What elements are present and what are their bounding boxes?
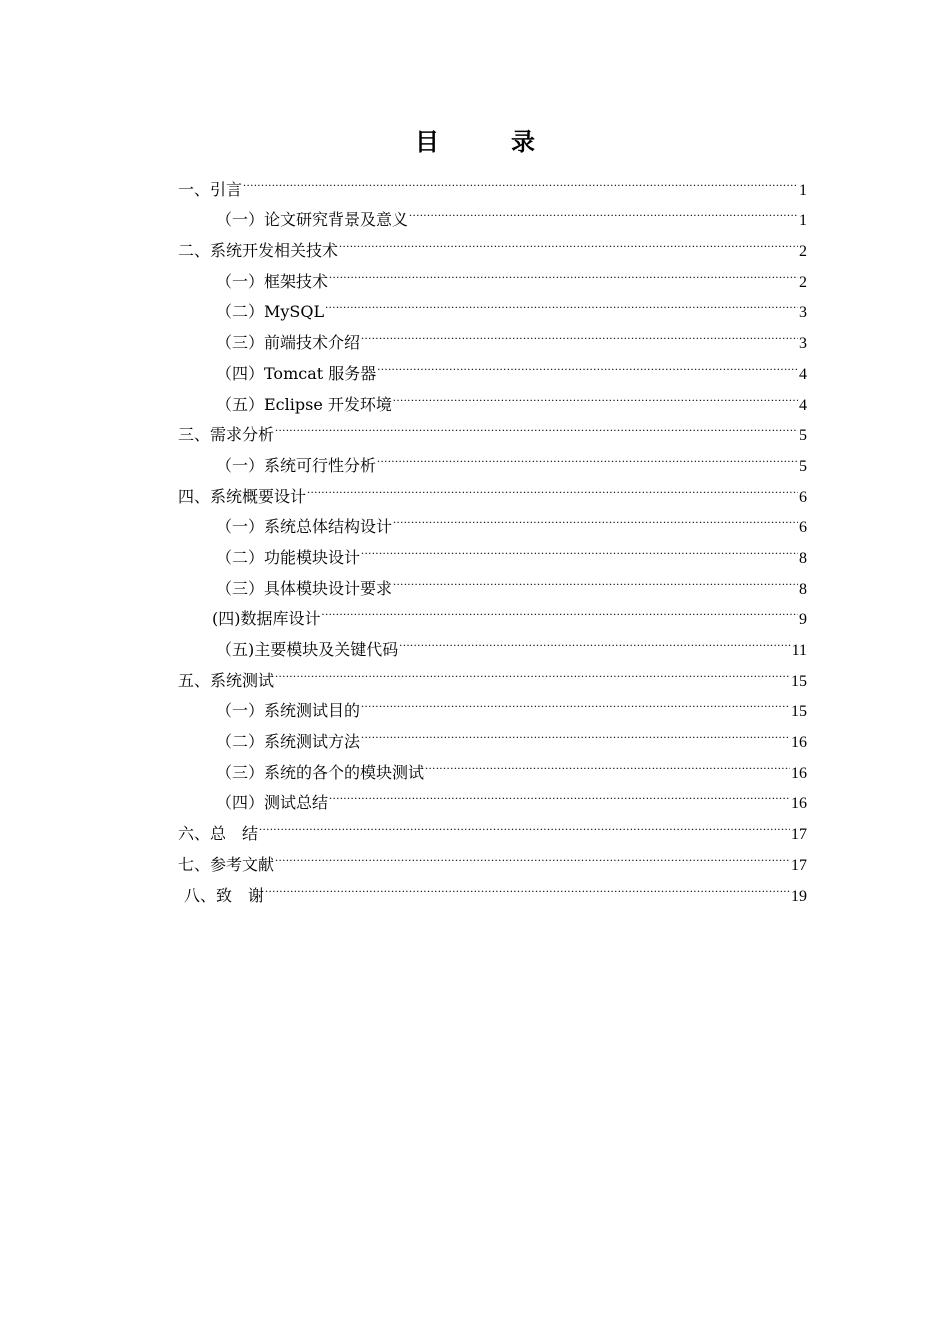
toc-entry-label: （三）系统的各个的模块测试 [216,762,425,782]
toc-entry-label: （一）系统测试目的 [216,701,361,721]
toc-leader-dots [325,287,798,318]
toc-entry-page: 4 [799,365,807,383]
toc-entry-page: 5 [799,427,807,445]
toc-entry-page: 8 [799,580,807,598]
toc-entry-page: 19 [791,887,807,905]
toc-entry-label: （五)主要模块及关键代码 [216,640,399,659]
toc-entry-7[interactable] [178,839,807,874]
toc-list [178,164,807,905]
toc-leader-dots [329,256,798,287]
toc-entry-page: 16 [791,734,807,752]
toc-entry-1[interactable] [178,164,807,199]
toc-entry-page: 1 [799,212,807,230]
toc-entry-label: （一）论文研究背景及意义 [216,210,409,230]
toc-leader-dots [329,778,790,809]
toc-entry-label: （四）Tomcat 服务器 [216,363,377,383]
toc-entry-label: 三、需求分析 [178,425,275,445]
toc-entry-label: （二）系统测试方法 [216,732,361,752]
toc-leader-dots [322,594,799,625]
toc-entry-page: 11 [791,642,807,659]
toc-leader-dots [339,225,798,256]
toc-leader-dots [377,440,798,471]
toc-leader-dots [275,410,798,441]
toc-entry-label: （三）前端技术介绍 [216,333,361,353]
toc-entry-label: 一、引言 [178,179,243,199]
toc-leader-dots [361,532,798,563]
toc-entry-label: 八、致 谢 [184,885,265,905]
toc-entry-label: （三）具体模块设计要求 [216,578,393,598]
toc-entry-page: 8 [799,549,807,567]
toc-leader-dots [243,164,798,195]
toc-entry-page: 6 [799,519,807,537]
toc-entry-label: （五）Eclipse 开发环境 [216,394,392,414]
toc-entry-page: 16 [791,764,807,782]
toc-leader-dots [399,624,790,655]
toc-entry-label: （一）框架技术 [216,271,329,291]
toc-leader-dots [265,870,790,901]
toc-leader-dots [409,195,798,226]
toc-leader-dots [425,747,790,778]
toc-leader-dots [275,655,790,686]
toc-entry-label: 二、系统开发相关技术 [178,241,339,261]
toc-leader-dots [377,348,798,379]
toc-entry-label: (四)数据库设计 [212,609,321,629]
toc-entry-label: （一）系统总体结构设计 [216,517,393,537]
toc-entry-label: 五、系统测试 [178,670,275,690]
toc-entry-page: 2 [799,273,807,291]
toc-entry-page: 4 [799,396,807,414]
toc-entry-page: 3 [799,304,807,322]
toc-entry-8[interactable] [178,870,807,905]
toc-leader-dots [275,839,790,870]
toc-entry-label: （二）功能模块设计 [216,547,361,567]
toc-leader-dots [307,471,798,502]
toc-entry-6[interactable] [178,808,807,844]
toc-entry-label: （一）系统可行性分析 [216,455,377,475]
toc-entry-page: 2 [799,243,807,261]
toc-entry-page: 9 [799,611,807,629]
toc-entry-page: 16 [791,795,807,813]
toc-leader-dots [361,686,790,717]
toc-entry-label: 七、参考文献 [178,854,275,874]
toc-entry-page: 17 [791,826,807,844]
toc-entry-page: 6 [799,488,807,506]
toc-leader-dots [361,716,790,747]
toc-entry-label: （二）MySQL [216,302,325,322]
toc-entry-label: 六、总 结 [178,824,259,844]
toc-entry-page: 1 [799,181,807,199]
toc-entry-page: 15 [791,703,807,721]
toc-entry-page: 5 [799,457,807,475]
toc-entry-page: 3 [799,335,807,353]
toc-leader-dots [393,563,798,594]
toc-leader-dots [361,317,798,348]
toc-title: 目 录 [415,127,559,156]
toc-entry-label: 四、系统概要设计 [178,486,307,506]
toc-leader-dots [259,808,790,839]
toc-entry-page: 17 [791,856,807,874]
toc-entry-page: 15 [791,672,807,690]
toc-entry-1-1[interactable] [178,195,807,230]
toc-leader-dots [393,502,798,533]
toc-entry-label: （四）测试总结 [216,793,329,813]
toc-leader-dots [393,379,798,410]
